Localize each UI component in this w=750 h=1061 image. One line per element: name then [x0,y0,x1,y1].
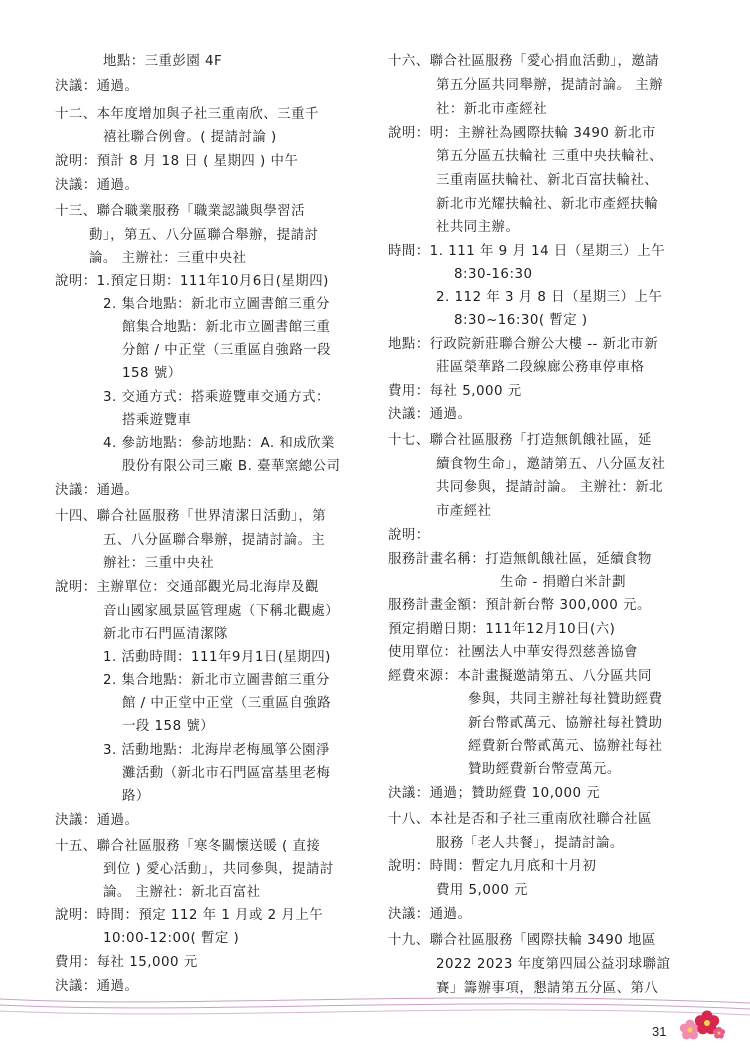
text-line: 第五分區共同舉辦，提請討論。 主辦 [436,78,664,93]
text-line: 2. 112 年 3 月 8 日（星期三）上午 [436,290,663,305]
text-line: 說明： [388,528,430,543]
text-line: 社：新北市產經社 [436,102,548,117]
text-line: 決議：通過。 [55,178,139,193]
text-line: 分館 / 中正堂（三重區自強路一段 [122,343,331,358]
text-line: 說明：時間：暫定九月底和十月初 [388,859,597,874]
text-line: 費用：每社 5,000 元 [388,384,522,399]
text-line: 8:30-16:30 [454,267,533,282]
text-line: 說明：主辦單位：交通部觀光局北海岸及觀 [55,580,319,595]
text-line: 社共同主辦。 [436,220,520,235]
text-line: 時間：1. 111 年 9 月 14 日（星期三）上午 [388,244,666,259]
text-line: 十四、聯合社區服務「世界清潔日活動」，第 [55,509,327,524]
text-line: 4. 參訪地點：參訪地點：A. 和成欣業 [103,436,335,451]
text-line: 服務「老人共餐」，提請討論。 [436,836,624,851]
text-line: 2. 集合地點：新北市立圖書館三重分 [103,673,330,688]
text-line: 十五、聯合社區服務「寒冬關懷送暖 ( 直接 [55,839,321,854]
page-number: 31 [652,1024,667,1039]
text-line: 8:30~16:30( 暫定 ) [454,313,588,328]
text-line: 使用單位：社團法人中華安得烈慈善協會 [388,645,639,660]
flower-icon [676,1008,726,1042]
text-line: 決議：通過。 [388,907,472,922]
text-line: 158 號） [122,366,182,381]
text-line: 預定捐贈日期：111年12月10日(六) [388,622,616,637]
text-line: 費用 5,000 元 [436,883,529,898]
text-line: 館集合地點：新北市立圖書館三重 [122,320,331,335]
text-line: 3. 活動地點：北海岸老梅風箏公園淨 [103,743,330,758]
text-line: 10:00-12:00( 暫定 ) [103,931,240,946]
text-line: 說明：預計 8 月 18 日 ( 星期四 ) 中午 [55,154,299,169]
text-line: 十七、聯合社區服務「打造無飢餓社區，延 [388,433,652,448]
text-line: 辦社：三重中央社 [103,556,215,571]
text-line: 地點：行政院新莊聯合辦公大樓 -- 新北市新 [388,337,659,352]
text-line: 贊助經費新台幣壹萬元。 [468,762,621,777]
text-line: 十八、本社是否和子社三重南欣社聯合社區 [388,812,652,827]
text-line: 莊區榮華路二段線廊公務車停車格 [436,360,645,375]
text-line: 十九、聯合社區服務「國際扶輪 3490 地區 [388,933,656,948]
text-line: 論。 主辦社：新北百富社 [103,885,261,900]
text-line: 音山國家風景區管理處（下稱北觀處） [103,604,340,619]
text-line: 搭乘遊覽車 [122,413,192,428]
text-line: 新北市石門區清潔隊 [103,627,229,642]
text-line: 第五分區五扶輪社 三重中央扶輪社、 [436,149,664,164]
text-line: 新北市光耀扶輪社、新北市產經扶輪 [436,197,659,212]
text-line: 動」，第五、八分區聯合舉辦，提請討 [89,228,319,243]
text-line: 決議：通過。 [55,979,139,994]
text-line: 決議：通過；贊助經費 10,000 元 [388,786,601,801]
text-line: 禧社聯合例會。( 提請討論 ) [103,130,277,145]
text-line: 路） [122,789,150,804]
text-line: 2022 2023 年度第四屆公益羽球聯誼 [436,957,671,972]
text-line: 市產經社 [436,504,492,519]
text-line: 十三、聯合職業服務「職業認識與學習活 [55,204,306,219]
text-line: 地點：三重彭園 4F [103,54,223,69]
text-line: 服務計畫名稱：打造無飢餓社區，延續食物 [388,552,652,567]
text-line: 說明：1.預定日期：111年10月6日(星期四) [55,274,329,289]
text-line: 館 / 中正堂中正堂（三重區自強路 [122,696,331,711]
text-line: 論。 主辦社：三重中央社 [89,251,247,266]
text-line: 說明：時間：預定 112 年 1 月或 2 月上午 [55,908,324,923]
text-line: 十六、聯合社區服務「愛心捐血活動」，邀請 [388,54,660,69]
text-line: 到位 ) 愛心活動」，共同參與，提請討 [103,862,334,877]
text-line: 共同參與，提請討論。 主辦社：新北 [436,480,664,495]
text-line: 五、八分區聯合舉辦，提請討論。主 [103,533,326,548]
text-line: 說明：明：主辦社為國際扶輪 3490 新北市 [388,126,656,141]
text-line: 續食物生命」，邀請第五、八分區友社 [436,457,666,472]
text-line: 灘活動（新北市石門區富基里老梅 [122,766,331,781]
text-line: 參與，共同主辦社每社贊助經費 [468,692,663,707]
text-line: 股份有限公司三廠 B. 臺華窯總公司 [122,459,341,474]
text-line: 決議：通過。 [55,483,139,498]
text-line: 經費新台幣貳萬元、協辦社每社 [468,739,663,754]
text-line: 新台幣貳萬元、協辦社每社贊助 [468,716,663,731]
text-line: 十二、本年度增加與子社三重南欣、三重千 [55,107,319,122]
text-line: 經費來源：本計畫擬邀請第五、八分區共同 [388,669,652,684]
text-line: 生命 - 捐贈白米計劃 [500,575,626,590]
text-line: 決議：通過。 [388,407,472,422]
text-line: 決議：通過。 [55,813,139,828]
text-line: 一段 158 號） [122,719,215,734]
footer-decoration-lines [0,985,750,1035]
text-line: 2. 集合地點：新北市立圖書館三重分 [103,297,330,312]
text-line: 賽」籌辦事項，懇請第五分區、第八 [436,981,659,996]
text-line: 服務計畫金額：預計新台幣 300,000 元。 [388,598,651,613]
text-line: 3. 交通方式：搭乘遊覽車交通方式： [103,390,330,405]
text-line: 決議：通過。 [55,79,139,94]
text-line: 1. 活動時間：111年9月1日(星期四) [103,650,331,665]
text-line: 費用：每社 15,000 元 [55,955,198,970]
text-line: 三重南區扶輪社、新北百富扶輪社、 [436,173,659,188]
